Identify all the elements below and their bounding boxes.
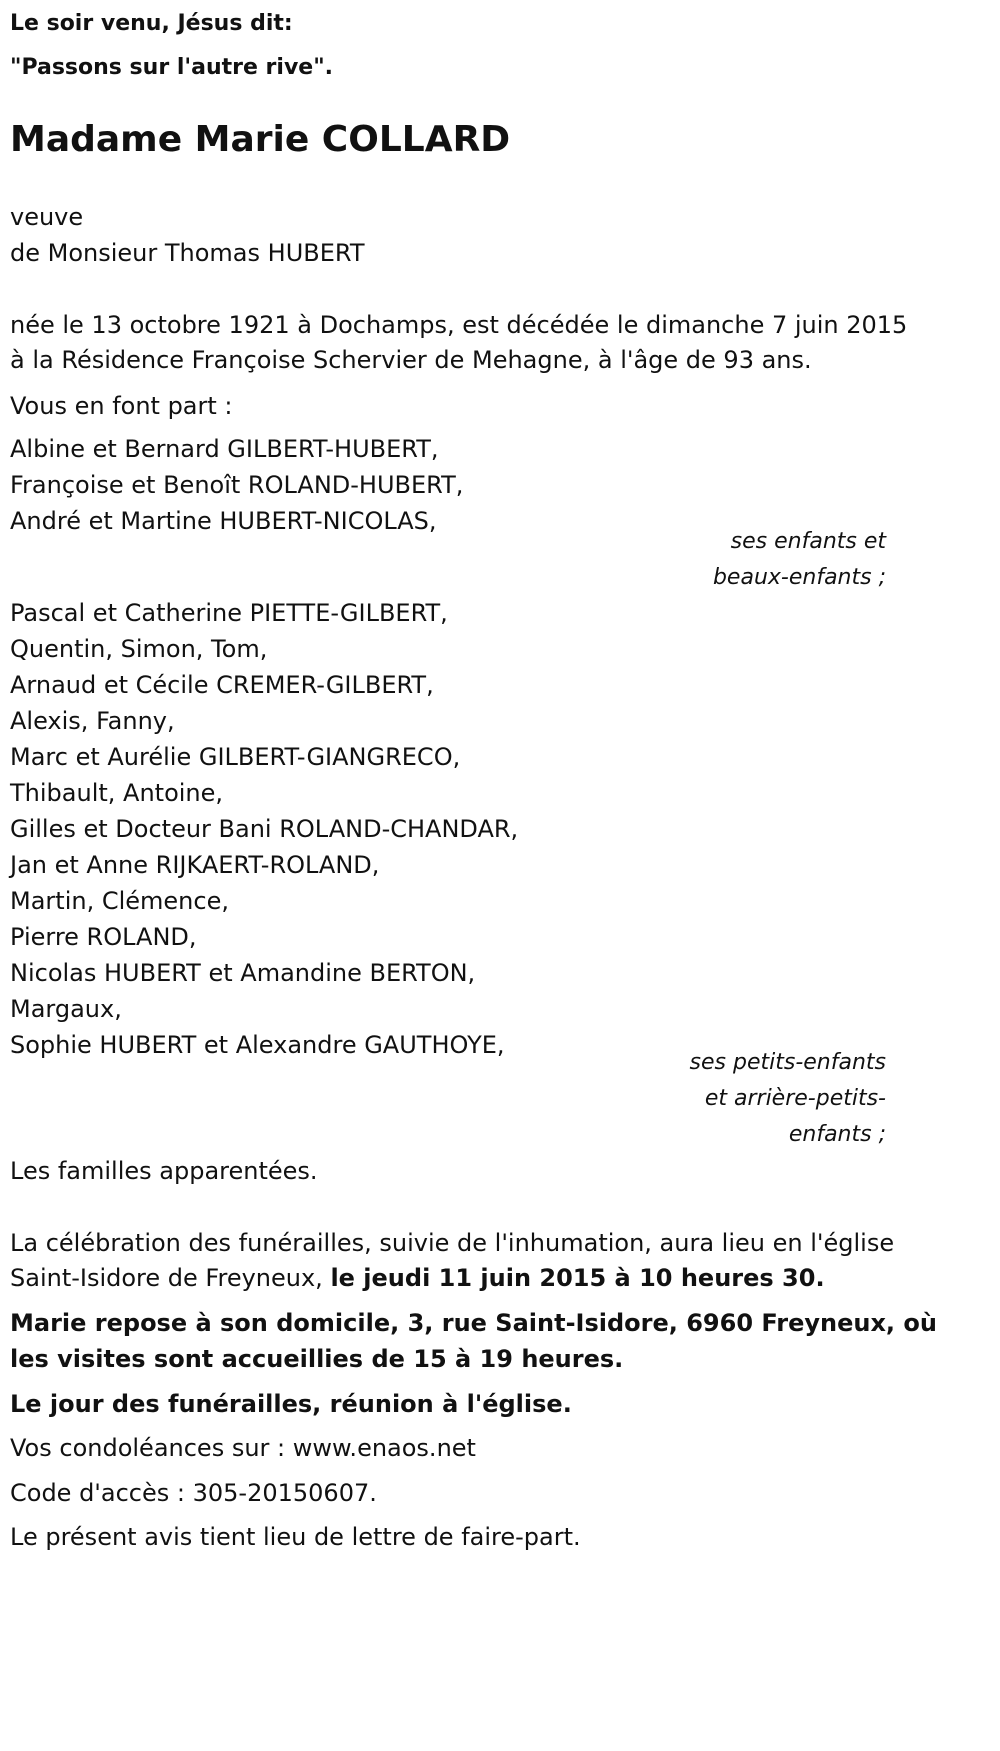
notice-text: Le présent avis tient lieu de lettre de faire-part. xyxy=(10,1523,581,1551)
gathering-text: Le jour des funérailles, réunion à l'église. xyxy=(10,1390,572,1418)
spouse-name: de Monsieur Thomas HUBERT xyxy=(10,239,365,267)
list-item: Pascal et Catherine PIETTE-GILBERT, xyxy=(10,599,448,627)
access-code-text: Code d'accès : 305-20150607. xyxy=(10,1479,377,1507)
grandchildren-label xyxy=(690,1045,886,1153)
ceremony-line-2 xyxy=(10,1260,825,1296)
list-item: Arnaud et Cécile CREMER-GILBERT, xyxy=(10,671,434,699)
ceremony-place: Saint-Isidore de Freyneux, xyxy=(10,1264,331,1292)
ceremony-datetime: le jeudi 11 juin 2015 à 10 heures 30. xyxy=(330,1264,825,1292)
rest-line-1: Marie repose à son domicile, 3, rue Saint-Isidore, 6960 Freyneux, où xyxy=(10,1309,937,1337)
list-item: Marc et Aurélie GILBERT-GIANGRECO, xyxy=(10,743,461,771)
list-item: Françoise et Benoît ROLAND-HUBERT, xyxy=(10,471,464,499)
grandchildren-label-line: et arrière-petits- xyxy=(704,1086,886,1111)
deceased-name: Madame Marie COLLARD xyxy=(10,119,511,160)
intro-text: Vous en font part : xyxy=(10,392,233,420)
quote-line-2: "Passons sur l'autre rive". xyxy=(10,55,334,80)
families-text: Les familles apparentées. xyxy=(10,1157,318,1185)
list-item: Nicolas HUBERT et Amandine BERTON, xyxy=(10,959,476,987)
rest-line-2: les visites sont accueillies de 15 à 19 heures. xyxy=(10,1345,624,1373)
list-item: Alexis, Fanny, xyxy=(10,707,175,735)
list-item: Jan et Anne RIJKAERT-ROLAND, xyxy=(10,851,380,879)
list-item: Margaux, xyxy=(10,995,122,1023)
list-item: Thibault, Antoine, xyxy=(10,779,224,807)
quote-line-1: Le soir venu, Jésus dit: xyxy=(10,11,293,36)
grandchildren-label-line: ses petits-enfants xyxy=(689,1050,886,1075)
children-label-line: beaux-enfants ; xyxy=(712,565,886,590)
list-item: Sophie HUBERT et Alexandre GAUTHOYE, xyxy=(10,1031,505,1059)
list-item: André et Martine HUBERT-NICOLAS, xyxy=(10,507,437,535)
widow-status: veuve xyxy=(10,203,84,231)
condolences-text: Vos condoléances sur : www.enaos.net xyxy=(10,1434,476,1462)
ceremony-line-1: La célébration des funérailles, suivie de l'inhumation, aura lieu en l'église xyxy=(10,1229,895,1257)
children-label xyxy=(713,524,886,596)
list-item: Albine et Bernard GILBERT-HUBERT, xyxy=(10,435,439,463)
grandchildren-label-line: enfants ; xyxy=(788,1122,886,1147)
children-list xyxy=(10,431,463,539)
list-item: Martin, Clémence, xyxy=(10,887,229,915)
children-label-line: ses enfants et xyxy=(730,529,886,554)
list-item: Gilles et Docteur Bani ROLAND-CHANDAR, xyxy=(10,815,519,843)
list-item: Pierre ROLAND, xyxy=(10,923,197,951)
grandchildren-list xyxy=(10,595,518,1063)
birth-death-line-1: née le 13 octobre 1921 à Dochamps, est décédée le dimanche 7 juin 2015 xyxy=(10,311,908,339)
list-item: Quentin, Simon, Tom, xyxy=(10,635,268,663)
birth-death-line-2: à la Résidence Françoise Schervier de Mehagne, à l'âge de 93 ans. xyxy=(10,346,812,374)
